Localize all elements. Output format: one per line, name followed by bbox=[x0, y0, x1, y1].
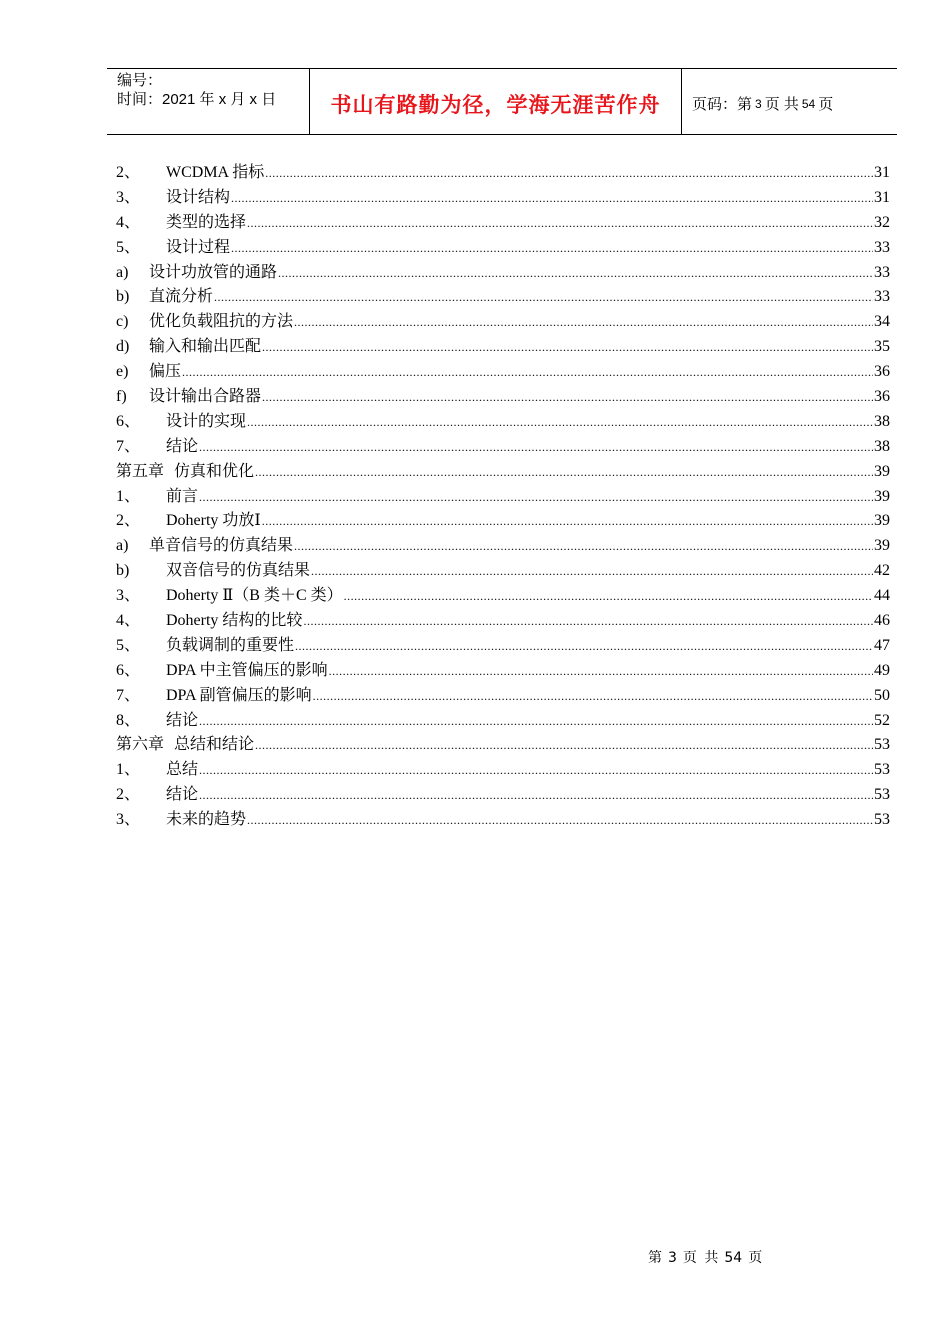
toc-entry[interactable] bbox=[116, 283, 890, 308]
toc-entry-title: DPA 副管偏压的影响 bbox=[166, 686, 312, 704]
toc-entry-page: 36 bbox=[874, 363, 890, 381]
toc-entry-page: 33 bbox=[874, 238, 890, 256]
page-footer bbox=[648, 1247, 768, 1267]
toc-entry-page: 53 bbox=[874, 761, 890, 779]
toc-entry-title: 直流分析 bbox=[149, 288, 214, 306]
toc-leader-dots bbox=[199, 438, 873, 456]
document-time-label: 时间：2021 年 x 月 x 日 bbox=[117, 91, 277, 108]
toc-entry-title: 结论 bbox=[166, 437, 199, 455]
toc-entry-number: 3、 bbox=[116, 587, 141, 605]
table-of-contents bbox=[116, 159, 890, 831]
toc-entry-number: 2、 bbox=[116, 512, 141, 530]
header-page-mid: 页 共 bbox=[764, 96, 799, 113]
header-page-prefix: 页码：第 bbox=[692, 96, 753, 113]
toc-entry-number: 5、 bbox=[116, 238, 141, 256]
toc-entry-number: 3、 bbox=[116, 188, 141, 206]
toc-entry-number: 第六章 bbox=[116, 736, 165, 754]
toc-entry-page: 42 bbox=[874, 562, 890, 580]
toc-entry-page: 50 bbox=[874, 686, 890, 704]
toc-entry-title: 输入和输出匹配 bbox=[149, 338, 262, 356]
toc-entry-number: 4、 bbox=[116, 213, 141, 231]
toc-leader-dots bbox=[294, 313, 873, 331]
toc-entry-title: 总结 bbox=[166, 761, 199, 779]
toc-leader-dots bbox=[182, 363, 873, 381]
toc-entry-number: b) bbox=[116, 288, 130, 306]
toc-entry-title: 结论 bbox=[166, 711, 199, 729]
toc-leader-dots bbox=[255, 463, 873, 481]
toc-entry-page: 53 bbox=[874, 811, 890, 829]
toc-entry-number: a) bbox=[116, 537, 129, 555]
toc-entry[interactable] bbox=[116, 806, 890, 831]
toc-leader-dots bbox=[214, 288, 873, 306]
toc-entry-page: 49 bbox=[874, 661, 890, 679]
header-page-total: 54 bbox=[801, 96, 816, 111]
toc-leader-dots bbox=[311, 562, 873, 580]
toc-entry-page: 36 bbox=[874, 388, 890, 406]
toc-entry[interactable] bbox=[116, 557, 890, 582]
toc-leader-dots bbox=[303, 612, 873, 630]
toc-entry-title: Doherty 结构的比较 bbox=[166, 612, 303, 630]
toc-entry[interactable] bbox=[116, 159, 890, 184]
toc-entry[interactable] bbox=[116, 209, 890, 234]
toc-entry-page: 39 bbox=[874, 462, 890, 480]
toc-entry-title: 未来的趋势 bbox=[166, 811, 247, 829]
toc-entry-page: 44 bbox=[874, 587, 890, 605]
toc-leader-dots bbox=[295, 637, 873, 655]
toc-leader-dots bbox=[255, 736, 873, 754]
toc-entry-number: 7、 bbox=[116, 686, 141, 704]
toc-leader-dots bbox=[199, 761, 873, 779]
toc-entry[interactable] bbox=[116, 532, 890, 557]
toc-entry[interactable] bbox=[116, 383, 890, 408]
toc-entry-page: 31 bbox=[874, 188, 890, 206]
toc-entry-title: 总结和结论 bbox=[174, 736, 255, 754]
toc-entry[interactable] bbox=[116, 657, 890, 682]
toc-entry-title: 设计的实现 bbox=[166, 412, 247, 430]
toc-entry[interactable] bbox=[116, 607, 890, 632]
header-page-current: 3 bbox=[755, 96, 762, 111]
toc-entry-number: b) bbox=[116, 562, 130, 580]
footer-page-current: 3 bbox=[668, 1250, 677, 1266]
toc-entry[interactable] bbox=[116, 756, 890, 781]
toc-entry-number: f) bbox=[116, 388, 127, 406]
toc-entry-number: 6、 bbox=[116, 412, 141, 430]
header-motto: 书山有路勤为径，学海无涯苦作舟 bbox=[330, 92, 661, 117]
toc-entry[interactable] bbox=[116, 259, 890, 284]
toc-leader-dots bbox=[265, 164, 873, 182]
footer-suffix: 页 bbox=[748, 1250, 763, 1266]
toc-entry-number: e) bbox=[116, 363, 129, 381]
toc-entry[interactable] bbox=[116, 184, 890, 209]
toc-entry-number: 8、 bbox=[116, 711, 141, 729]
header-motto-cell bbox=[309, 69, 682, 134]
toc-entry-page: 39 bbox=[874, 487, 890, 505]
toc-entry-page: 47 bbox=[874, 636, 890, 654]
toc-entry-title: WCDMA 指标 bbox=[166, 164, 265, 181]
toc-entry-title: 单音信号的仿真结果 bbox=[149, 537, 294, 555]
toc-entry-number: 6、 bbox=[116, 661, 141, 679]
toc-entry-title: 结论 bbox=[166, 786, 199, 804]
toc-entry[interactable] bbox=[116, 358, 890, 383]
toc-entry-title: 双音信号的仿真结果 bbox=[166, 562, 311, 580]
toc-entry-page: 34 bbox=[874, 313, 890, 331]
header-page-suffix: 页 bbox=[818, 96, 834, 113]
toc-entry-page: 38 bbox=[874, 437, 890, 455]
toc-leader-dots bbox=[199, 786, 873, 804]
toc-entry-title: Doherty 功放Ⅰ bbox=[166, 512, 261, 530]
toc-entry-number: d) bbox=[116, 338, 130, 356]
toc-entry-page: 52 bbox=[874, 711, 890, 729]
toc-entry[interactable] bbox=[116, 582, 890, 607]
toc-leader-dots bbox=[231, 239, 873, 257]
toc-entry-page: 31 bbox=[874, 164, 890, 181]
toc-entry-number: 5、 bbox=[116, 636, 141, 654]
toc-leader-dots bbox=[294, 537, 873, 555]
toc-entry-title: 类型的选择 bbox=[166, 213, 247, 231]
toc-entry-title: 仿真和优化 bbox=[174, 462, 255, 480]
toc-entry[interactable] bbox=[116, 433, 890, 458]
toc-entry-number: 7、 bbox=[116, 437, 141, 455]
toc-entry-number: 1、 bbox=[116, 761, 141, 779]
header-meta bbox=[107, 69, 309, 134]
header-page-info bbox=[682, 69, 897, 134]
toc-entry-title: 设计结构 bbox=[166, 188, 231, 206]
toc-entry[interactable] bbox=[116, 682, 890, 707]
toc-entry-number: 4、 bbox=[116, 612, 141, 630]
toc-leader-dots bbox=[247, 413, 873, 431]
toc-entry-page: 53 bbox=[874, 736, 890, 754]
toc-entry[interactable] bbox=[116, 707, 890, 732]
toc-entry[interactable] bbox=[116, 483, 890, 508]
toc-entry-title: 设计过程 bbox=[166, 238, 231, 256]
toc-entry-title: 优化负载阻抗的方法 bbox=[149, 313, 294, 331]
toc-entry-number: 1、 bbox=[116, 487, 141, 505]
toc-entry-number: c) bbox=[116, 313, 129, 331]
toc-leader-dots bbox=[278, 264, 873, 282]
document-number-label: 编号： bbox=[117, 72, 163, 89]
toc-entry-page: 32 bbox=[874, 213, 890, 231]
toc-entry-title: 偏压 bbox=[149, 363, 182, 381]
toc-entry-title: 负载调制的重要性 bbox=[166, 636, 295, 654]
toc-entry[interactable] bbox=[116, 333, 890, 358]
toc-entry-number: a) bbox=[116, 263, 129, 281]
toc-leader-dots bbox=[329, 662, 873, 680]
toc-entry[interactable] bbox=[116, 731, 890, 756]
toc-leader-dots bbox=[262, 388, 873, 406]
toc-leader-dots bbox=[231, 189, 873, 207]
toc-entry[interactable] bbox=[116, 632, 890, 657]
footer-mid: 页 共 bbox=[682, 1250, 719, 1266]
toc-leader-dots bbox=[344, 587, 873, 605]
toc-leader-dots bbox=[199, 488, 873, 506]
footer-page-total: 54 bbox=[724, 1250, 743, 1266]
toc-entry-page: 46 bbox=[874, 612, 890, 630]
toc-leader-dots bbox=[262, 512, 873, 530]
toc-leader-dots bbox=[262, 338, 873, 356]
toc-entry-number: 2、 bbox=[116, 164, 141, 181]
toc-entry-page: 39 bbox=[874, 537, 890, 555]
toc-leader-dots bbox=[313, 687, 873, 705]
toc-entry[interactable] bbox=[116, 408, 890, 433]
footer-prefix: 第 bbox=[648, 1250, 662, 1266]
toc-entry-number: 3、 bbox=[116, 811, 141, 829]
page-header bbox=[107, 68, 897, 135]
toc-entry-page: 33 bbox=[874, 263, 890, 281]
toc-entry-title: 设计功放管的通路 bbox=[149, 263, 278, 281]
toc-entry-number: 第五章 bbox=[116, 462, 165, 480]
toc-entry-page: 53 bbox=[874, 786, 890, 804]
toc-leader-dots bbox=[247, 811, 873, 829]
toc-entry-title: DPA 中主管偏压的影响 bbox=[166, 661, 328, 679]
toc-entry-title: 前言 bbox=[166, 487, 199, 505]
toc-entry-number: 2、 bbox=[116, 786, 141, 804]
toc-entry[interactable] bbox=[116, 507, 890, 532]
toc-entry-page: 38 bbox=[874, 412, 890, 430]
toc-entry[interactable] bbox=[116, 308, 890, 333]
toc-entry-page: 35 bbox=[874, 338, 890, 356]
toc-entry[interactable] bbox=[116, 781, 890, 806]
toc-leader-dots bbox=[247, 214, 873, 232]
toc-entry-title: Doherty Ⅱ（B 类＋C 类） bbox=[166, 587, 343, 605]
toc-entry[interactable] bbox=[116, 234, 890, 259]
toc-entry-page: 39 bbox=[874, 512, 890, 530]
toc-leader-dots bbox=[199, 712, 873, 730]
toc-entry-title: 设计输出合路器 bbox=[149, 388, 262, 406]
toc-entry-page: 33 bbox=[874, 288, 890, 306]
toc-entry[interactable] bbox=[116, 458, 890, 483]
